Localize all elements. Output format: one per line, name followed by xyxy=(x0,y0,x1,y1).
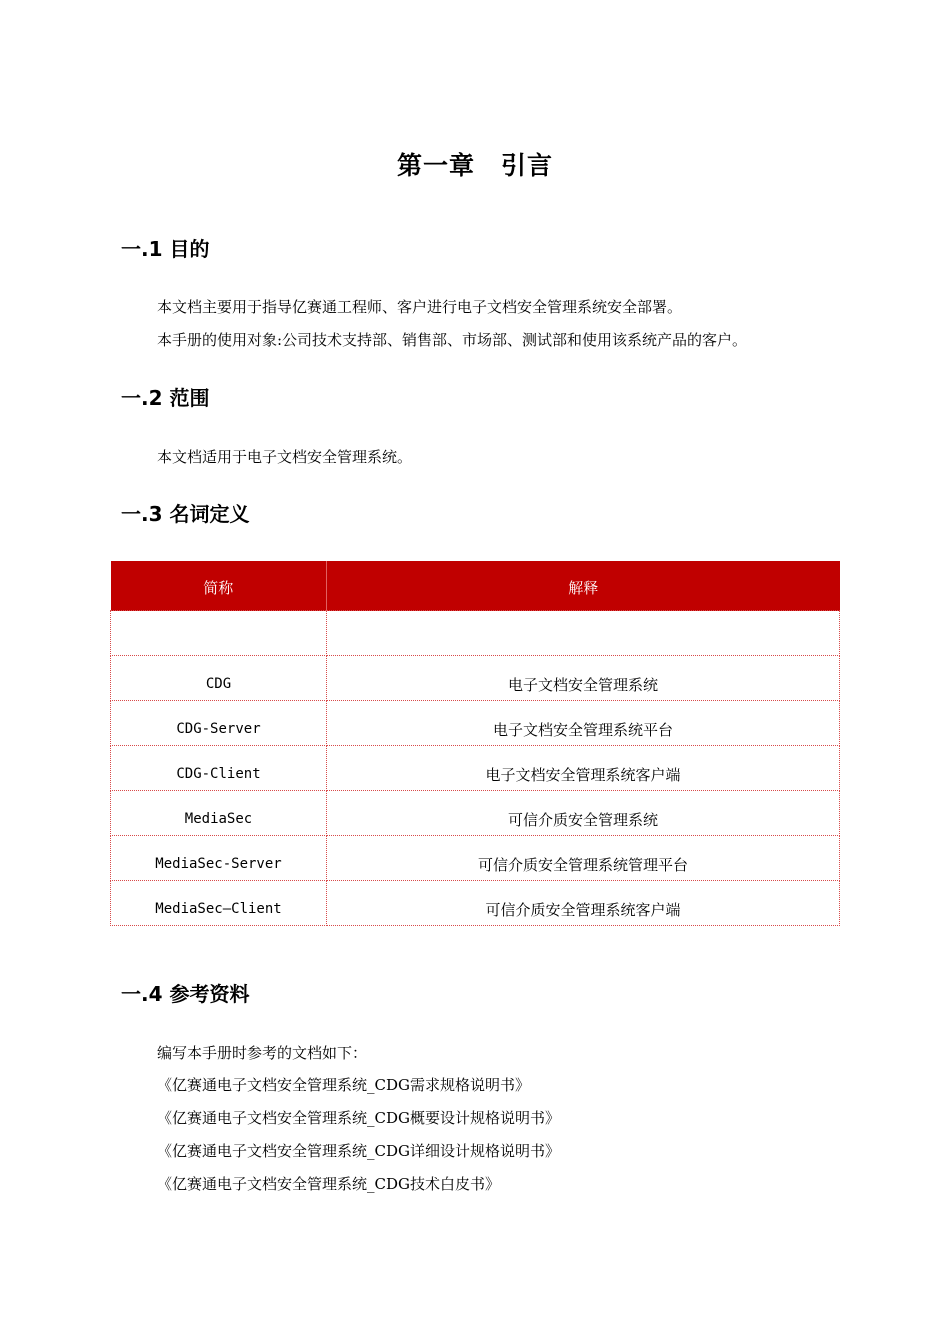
chapter-title: 第一章 引言 xyxy=(396,151,553,180)
reference-item: 《亿赛通电子文档安全管理系统_CDG详细设计规格说明书》 xyxy=(157,1142,560,1160)
term-explanation: 可信介质安全管理系统 xyxy=(327,791,840,836)
section-heading-purpose: 一.1 目的 xyxy=(121,237,210,261)
purpose-paragraph-1: 本文档主要用于指导亿赛通工程师、客户进行电子文档安全管理系统安全部署。 xyxy=(157,298,683,316)
terms-table xyxy=(110,561,840,926)
references-intro: 编写本手册时参考的文档如下： xyxy=(157,1044,368,1062)
term-explanation: 可信介质安全管理系统管理平台 xyxy=(327,836,840,881)
table-row xyxy=(111,836,840,881)
term-abbreviation xyxy=(111,611,327,656)
reference-item: 《亿赛通电子文档安全管理系统_CDG需求规格说明书》 xyxy=(157,1076,530,1094)
table-row xyxy=(111,746,840,791)
term-abbreviation: MediaSec-Server xyxy=(111,836,327,881)
section-heading-scope: 一.2 范围 xyxy=(121,386,210,410)
term-abbreviation: CDG-Server xyxy=(111,701,327,746)
term-abbreviation: CDG-Client xyxy=(111,746,327,791)
header-explanation: 解释 xyxy=(327,561,840,611)
section-heading-references: 一.4 参考资料 xyxy=(121,982,250,1006)
table-row xyxy=(111,881,840,926)
reference-item: 《亿赛通电子文档安全管理系统_CDG技术白皮书》 xyxy=(157,1175,500,1193)
term-explanation: 电子文档安全管理系统客户端 xyxy=(327,746,840,791)
purpose-paragraph-2: 本手册的使用对象:公司技术支持部、销售部、市场部、测试部和使用该系统产品的客户。 xyxy=(157,331,748,349)
section-heading-terms: 一.3 名词定义 xyxy=(121,502,250,526)
table-row xyxy=(111,701,840,746)
term-abbreviation: CDG xyxy=(111,656,327,701)
table-row xyxy=(111,791,840,836)
scope-paragraph: 本文档适用于电子文档安全管理系统。 xyxy=(157,448,413,466)
term-explanation: 电子文档安全管理系统 xyxy=(327,656,840,701)
reference-item: 《亿赛通电子文档安全管理系统_CDG概要设计规格说明书》 xyxy=(157,1109,560,1127)
term-explanation: 可信介质安全管理系统客户端 xyxy=(327,881,840,926)
term-explanation xyxy=(327,611,840,656)
term-explanation: 电子文档安全管理系统平台 xyxy=(327,701,840,746)
table-header-row xyxy=(111,561,840,611)
header-abbreviation: 简称 xyxy=(111,561,327,611)
table-row xyxy=(111,611,840,656)
table-row xyxy=(111,656,840,701)
term-abbreviation: MediaSec xyxy=(111,791,327,836)
term-abbreviation: MediaSec—Client xyxy=(111,881,327,926)
